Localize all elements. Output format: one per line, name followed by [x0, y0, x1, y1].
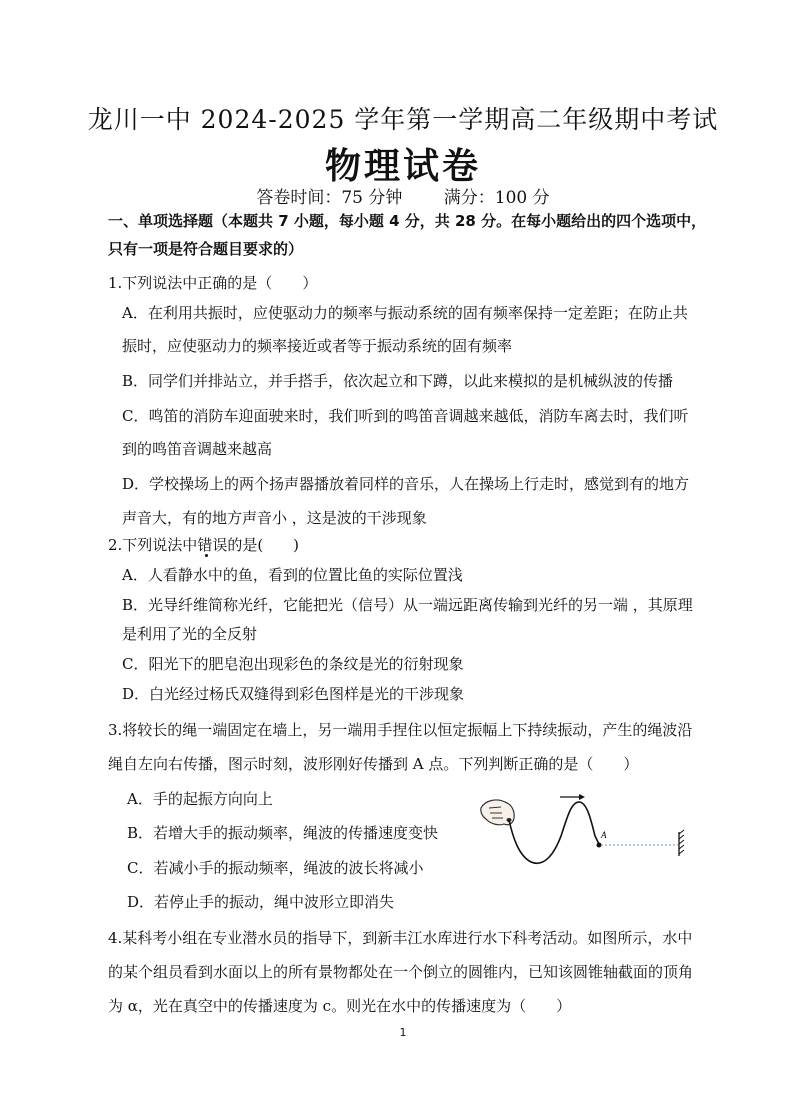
q2-stem-post: 误的是( )	[212, 536, 300, 554]
school-title: 龙川一中 2024-2025 学年第一学期高二年级期中考试	[87, 105, 719, 134]
q3-option-c: C．若减小手的振动频率，绳波的波长将减小	[127, 859, 424, 877]
q2-stem-pre: 2.下列说法中	[108, 536, 198, 554]
section-heading-line1: 一、单项选择题（本题共 7 小题，每小题 4 分，共 28 分。在每小题给出的四个选项中，	[108, 212, 707, 230]
q3-option-d: D．若停止手的振动，绳中波形立即消失	[127, 893, 395, 911]
q1-option-a-line2: 振时，应使驱动力的频率接近或者等于振动系统的固有频率	[122, 337, 513, 355]
q1-option-c-line1: C．鸣笛的消防车迎面驶来时，我们听到的鸣笛音调越来越低，消防车离去时，我们听	[122, 407, 689, 425]
wall-icon	[679, 830, 684, 856]
section-heading-line2: 只有一项是符合题目要求的）	[108, 240, 304, 258]
q2-option-b-line2: 是利用了光的全反射	[122, 625, 258, 643]
rope-wave-figure	[475, 790, 690, 880]
q1-option-b: B．同学们并排站立，并手搭手，依次起立和下蹲，以此来模拟的是机械纵波的传播	[122, 372, 674, 390]
q4-stem-line2: 的某个组员看到水面以上的所有景物都处在一个倒立的圆锥内，已知该圆锥轴截面的顶角	[108, 963, 694, 981]
q1-option-a-line1: A．在利用共振时，应使驱动力的频率与振动系统的固有频率保持一定差距；在防止共	[122, 304, 688, 322]
q3-option-b: B．若增大手的振动频率，绳波的传播速度变快	[127, 824, 439, 842]
q1-option-d-line1: D．学校操场上的两个扬声器播放着同样的音乐，人在操场上行走时，感觉到有的地方	[122, 475, 690, 493]
q2-option-d: D．白光经过杨氏双缝得到彩色图样是光的干涉现象	[122, 685, 465, 703]
point-a-marker	[597, 843, 602, 848]
q4-stem-line3: 为 α，光在真空中的传播速度为 c。则光在水中的传播速度为（ ）	[108, 997, 572, 1015]
q2-stem	[108, 530, 299, 560]
subject-title: 物理试卷	[324, 146, 481, 187]
point-a-label: A	[601, 830, 607, 840]
exam-meta	[0, 183, 806, 208]
q2-option-b-line1: B．光导纤维简称光纤，它能把光（信号）从一端远距离传输到光纤的另一端 ，其原理	[122, 596, 693, 614]
q3-stem-line2: 绳自左向右传播，图示时刻，波形刚好传播到 A 点。下列判断正确的是（ ）	[108, 755, 639, 773]
rope-wave	[509, 802, 599, 863]
q3-stem-line1: 3.将较长的绳一端固定在墙上，另一端用手捏住以恒定振幅上下持续振动，产生的绳波沿	[108, 721, 693, 739]
exam-time: 答卷时间：75 分钟	[256, 188, 403, 208]
q1-option-c-line2: 到的鸣笛音调越来越高	[122, 440, 273, 458]
q2-stem-emphasis: 错	[197, 536, 213, 554]
q4-stem-line1: 4.某科考小组在专业潜水员的指导下，到新丰江水库进行水下科考活动。如图所示，水中	[108, 929, 693, 947]
exam-score: 满分：100 分	[443, 188, 550, 208]
q1-option-d-line2: 声音大，有的地方声音小 ，这是波的干涉现象	[122, 509, 427, 527]
q3-option-a: A．手的起振方向向上	[127, 790, 273, 808]
q2-option-c: C．阳光下的肥皂泡出现彩色的条纹是光的衍射现象	[122, 655, 464, 673]
propagation-arrow-icon	[560, 794, 585, 800]
q1-stem: 1.下列说法中正确的是（ ）	[108, 274, 318, 292]
section-heading	[108, 207, 708, 263]
page-number: 1	[399, 1026, 407, 1039]
q2-option-a: A．人看静水中的鱼，看到的位置比鱼的实际位置浅	[122, 566, 463, 584]
